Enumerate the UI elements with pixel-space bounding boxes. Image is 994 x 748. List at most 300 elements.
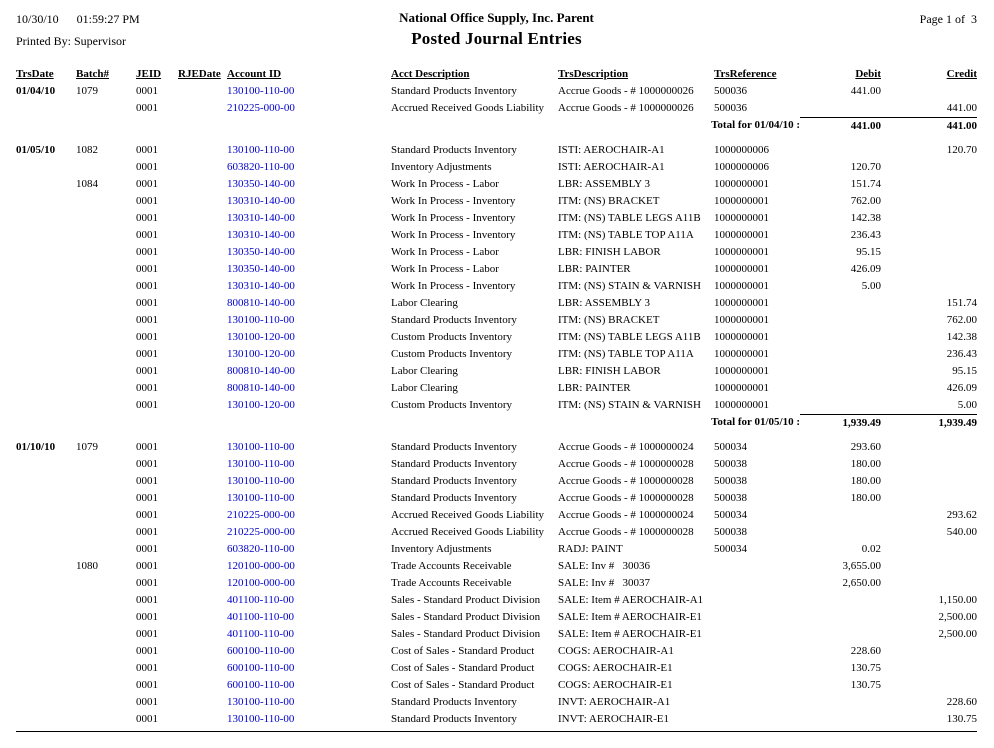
rjedate-cell [178, 541, 227, 558]
trsdate-cell [16, 575, 76, 592]
rjedate-cell [178, 558, 227, 575]
credit-cell: 2,500.00 [938, 628, 977, 640]
jeid-cell: 0001 [136, 365, 158, 377]
acct-description-cell: Standard Products Inventory [391, 713, 517, 725]
account-id-link[interactable]: 210225-000-00 [227, 509, 295, 521]
account-id-link[interactable]: 401100-110-00 [227, 628, 295, 640]
col-header-batch: Batch# [76, 68, 109, 80]
account-id-link[interactable]: 130100-120-00 [227, 331, 295, 343]
journal-row [16, 541, 977, 558]
credit-cell: 5.00 [957, 399, 977, 411]
credit-cell: 441.00 [946, 102, 977, 114]
account-id-link[interactable]: 600100-110-00 [227, 645, 295, 657]
trs-reference-cell: 1000000001 [714, 365, 769, 377]
journal-table-body [16, 83, 977, 728]
jeid-cell: 0001 [136, 314, 158, 326]
account-id-link[interactable]: 130310-140-00 [227, 212, 295, 224]
trs-reference-cell [714, 660, 800, 677]
trs-description-cell: Accrue Goods - # 1000000024 [558, 509, 694, 521]
trs-reference-cell [714, 694, 800, 711]
credit-cell [881, 83, 977, 100]
jeid-cell: 0001 [136, 594, 158, 606]
journal-row [16, 210, 977, 227]
trs-reference-cell: 1000000001 [714, 348, 769, 360]
batch-cell [76, 626, 136, 643]
jeid-cell: 0001 [136, 280, 158, 292]
trs-reference-cell: 500038 [714, 492, 747, 504]
trs-description-cell: SALE: Inv # 30036 [558, 560, 650, 572]
jeid-cell: 0001 [136, 195, 158, 207]
debit-cell [800, 295, 881, 312]
batch-cell [76, 244, 136, 261]
account-id-link[interactable]: 210225-000-00 [227, 526, 295, 538]
col-header-rjedate: RJEDate [178, 68, 221, 80]
credit-cell: 540.00 [946, 526, 977, 538]
credit-cell [881, 210, 977, 227]
journal-group [16, 439, 977, 728]
account-id-link[interactable]: 120100-000-00 [227, 577, 295, 589]
debit-cell [800, 609, 881, 626]
jeid-cell: 0001 [136, 399, 158, 411]
trsdate-cell [16, 507, 76, 524]
journal-group [16, 142, 977, 431]
trsdate-cell [16, 100, 76, 117]
jeid-cell: 0001 [136, 229, 158, 241]
debit-cell: 5.00 [861, 280, 881, 292]
jeid-cell: 0001 [136, 526, 158, 538]
account-id-link[interactable]: 130100-110-00 [227, 458, 295, 470]
col-header-account-id: Account ID [227, 68, 282, 80]
debit-cell [800, 100, 881, 117]
credit-cell [881, 227, 977, 244]
journal-row [16, 397, 977, 414]
group-total-debit: 1,939.49 [800, 414, 881, 431]
trsdate-cell [16, 346, 76, 363]
credit-cell: 95.15 [952, 365, 977, 377]
rjedate-cell [178, 142, 227, 159]
debit-cell: 151.74 [850, 178, 881, 190]
debit-cell [800, 329, 881, 346]
account-id-link[interactable]: 130100-110-00 [227, 713, 295, 725]
journal-row [16, 439, 977, 456]
jeid-cell: 0001 [136, 144, 158, 156]
account-id-link[interactable]: 130100-120-00 [227, 399, 295, 411]
debit-cell: 0.02 [861, 543, 881, 555]
account-id-link[interactable]: 603820-110-00 [227, 543, 295, 555]
acct-description-cell: Standard Products Inventory [391, 85, 517, 97]
trs-description-cell: ITM: (NS) TABLE LEGS A11B [558, 331, 701, 343]
trs-description-cell: COGS: AEROCHAIR-A1 [558, 645, 674, 657]
debit-cell [800, 346, 881, 363]
jeid-cell: 0001 [136, 212, 158, 224]
journal-row [16, 524, 977, 541]
jeid-cell: 0001 [136, 331, 158, 343]
debit-cell: 228.60 [850, 645, 881, 657]
group-total-row [16, 117, 977, 134]
trs-reference-cell: 500034 [714, 509, 747, 521]
rjedate-cell [178, 677, 227, 694]
trs-reference-cell: 500036 [714, 102, 747, 114]
trs-description-cell: ITM: (NS) STAIN & VARNISH [558, 399, 701, 411]
credit-cell: 2,500.00 [938, 611, 977, 623]
account-id-link[interactable]: 130100-110-00 [227, 144, 295, 156]
trsdate-cell [16, 456, 76, 473]
jeid-cell: 0001 [136, 382, 158, 394]
trs-reference-cell [714, 711, 800, 728]
credit-cell: 151.74 [946, 297, 977, 309]
trs-reference-cell: 500036 [714, 85, 747, 97]
debit-cell [800, 694, 881, 711]
batch-cell [76, 541, 136, 558]
account-id-link[interactable]: 120100-000-00 [227, 560, 295, 572]
batch-cell: 1084 [76, 178, 98, 190]
rjedate-cell [178, 626, 227, 643]
batch-cell [76, 159, 136, 176]
debit-cell [800, 711, 881, 728]
debit-cell [800, 626, 881, 643]
trsdate-cell [16, 541, 76, 558]
acct-description-cell: Inventory Adjustments [391, 543, 492, 555]
jeid-cell: 0001 [136, 509, 158, 521]
trs-description-cell: LBR: ASSEMBLY 3 [558, 178, 651, 190]
report-titles [16, 10, 977, 49]
journal-row [16, 329, 977, 346]
journal-row [16, 609, 977, 626]
jeid-cell: 0001 [136, 263, 158, 275]
rjedate-cell [178, 507, 227, 524]
acct-description-cell: Labor Clearing [391, 382, 458, 394]
acct-description-cell: Standard Products Inventory [391, 441, 517, 453]
rjedate-cell [178, 261, 227, 278]
batch-cell: 1082 [76, 144, 98, 156]
trs-description-cell: SALE: Item # AEROCHAIR-E1 [558, 611, 702, 623]
account-id-link[interactable]: 130310-140-00 [227, 280, 295, 292]
trs-description-cell: ITM: (NS) TABLE TOP A11A [558, 348, 694, 360]
batch-cell [76, 380, 136, 397]
account-id-link[interactable]: 130310-140-00 [227, 229, 295, 241]
journal-row [16, 677, 977, 694]
debit-cell: 120.70 [850, 161, 881, 173]
credit-cell: 142.38 [946, 331, 977, 343]
acct-description-cell: Work In Process - Inventory [391, 212, 516, 224]
trsdate-cell [16, 473, 76, 490]
group-total-credit: 1,939.49 [881, 414, 977, 431]
journal-row [16, 456, 977, 473]
trs-description-cell: ITM: (NS) TABLE LEGS A11B [558, 212, 701, 224]
trs-reference-cell: 1000000001 [714, 314, 769, 326]
credit-cell [881, 660, 977, 677]
acct-description-cell: Work In Process - Labor [391, 263, 499, 275]
trsdate-cell [16, 490, 76, 507]
debit-cell: 762.00 [850, 195, 881, 207]
acct-description-cell: Labor Clearing [391, 365, 458, 377]
debit-cell: 180.00 [850, 492, 881, 504]
rjedate-cell [178, 227, 227, 244]
column-header-row [16, 66, 977, 83]
trsdate-cell [16, 278, 76, 295]
batch-cell [76, 592, 136, 609]
account-id-link[interactable]: 600100-110-00 [227, 679, 295, 691]
debit-cell [800, 507, 881, 524]
acct-description-cell: Trade Accounts Receivable [391, 577, 512, 589]
trs-reference-cell: 1000000001 [714, 297, 769, 309]
rjedate-cell [178, 660, 227, 677]
account-id-link[interactable]: 130350-140-00 [227, 246, 295, 258]
trs-reference-cell: 500034 [714, 441, 747, 453]
acct-description-cell: Standard Products Inventory [391, 458, 517, 470]
trsdate-cell [16, 626, 76, 643]
account-id-link[interactable]: 130310-140-00 [227, 195, 295, 207]
rjedate-cell [178, 609, 227, 626]
trsdate-cell [16, 244, 76, 261]
account-id-link[interactable]: 800810-140-00 [227, 297, 295, 309]
trs-reference-cell: 1000000006 [714, 144, 769, 156]
journal-row [16, 159, 977, 176]
trs-reference-cell: 1000000001 [714, 263, 769, 275]
trs-description-cell: LBR: PAINTER [558, 382, 631, 394]
jeid-cell: 0001 [136, 348, 158, 360]
credit-cell: 236.43 [946, 348, 977, 360]
trs-description-cell: ISTI: AEROCHAIR-A1 [558, 161, 665, 173]
journal-group [16, 83, 977, 134]
credit-cell [881, 643, 977, 660]
acct-description-cell: Standard Products Inventory [391, 314, 517, 326]
account-id-link[interactable]: 800810-140-00 [227, 365, 295, 377]
trsdate-cell: 01/05/10 [16, 144, 56, 156]
jeid-cell: 0001 [136, 662, 158, 674]
account-id-link[interactable]: 130350-140-00 [227, 178, 295, 190]
trsdate-cell [16, 609, 76, 626]
trs-description-cell: Accrue Goods - # 1000000028 [558, 492, 694, 504]
acct-description-cell: Standard Products Inventory [391, 492, 517, 504]
jeid-cell: 0001 [136, 458, 158, 470]
acct-description-cell: Accrued Received Goods Liability [391, 526, 545, 538]
col-header-trs-description: TrsDescription [558, 68, 629, 80]
account-id-link[interactable]: 401100-110-00 [227, 594, 295, 606]
debit-cell [800, 312, 881, 329]
journal-row [16, 346, 977, 363]
journal-row [16, 261, 977, 278]
acct-description-cell: Work In Process - Inventory [391, 229, 516, 241]
account-id-link[interactable]: 130350-140-00 [227, 263, 295, 275]
debit-cell [800, 524, 881, 541]
credit-cell [881, 244, 977, 261]
trs-description-cell: RADJ: PAINT [558, 543, 623, 555]
account-id-link[interactable]: 130100-110-00 [227, 475, 295, 487]
group-total-label: Total for 01/04/10 : [711, 119, 800, 131]
debit-cell [800, 592, 881, 609]
batch-cell [76, 312, 136, 329]
trsdate-cell [16, 397, 76, 414]
batch-cell [76, 575, 136, 592]
account-id-link[interactable]: 130100-110-00 [227, 441, 295, 453]
trsdate-cell [16, 295, 76, 312]
batch-cell [76, 660, 136, 677]
jeid-cell: 0001 [136, 696, 158, 708]
rjedate-cell [178, 711, 227, 728]
footer-rule [16, 731, 977, 732]
rjedate-cell [178, 694, 227, 711]
trsdate-cell [16, 159, 76, 176]
account-id-link[interactable]: 130100-120-00 [227, 348, 295, 360]
credit-cell: 228.60 [946, 696, 977, 708]
report-header [16, 8, 977, 66]
credit-cell [881, 490, 977, 507]
jeid-cell: 0001 [136, 577, 158, 589]
account-id-link[interactable]: 130100-110-00 [227, 314, 295, 326]
jeid-cell: 0001 [136, 560, 158, 572]
journal-row [16, 592, 977, 609]
acct-description-cell: Inventory Adjustments [391, 161, 492, 173]
jeid-cell: 0001 [136, 543, 158, 555]
debit-cell: 3,655.00 [842, 560, 881, 572]
jeid-cell: 0001 [136, 102, 158, 114]
debit-cell: 130.75 [850, 679, 881, 691]
credit-cell: 293.62 [946, 509, 977, 521]
trsdate-cell [16, 558, 76, 575]
credit-cell [881, 159, 977, 176]
trs-description-cell: ISTI: AEROCHAIR-A1 [558, 144, 665, 156]
credit-cell [881, 439, 977, 456]
account-id-link[interactable]: 210225-000-00 [227, 102, 295, 114]
journal-row [16, 100, 977, 117]
trs-reference-cell [714, 592, 800, 609]
batch-cell [76, 100, 136, 117]
journal-row [16, 227, 977, 244]
trsdate-cell [16, 193, 76, 210]
credit-cell [881, 677, 977, 694]
jeid-cell: 0001 [136, 178, 158, 190]
jeid-cell: 0001 [136, 713, 158, 725]
debit-cell: 426.09 [850, 263, 881, 275]
acct-description-cell: Custom Products Inventory [391, 399, 512, 411]
trs-reference-cell: 1000000001 [714, 178, 769, 190]
jeid-cell: 0001 [136, 246, 158, 258]
account-id-link[interactable]: 130100-110-00 [227, 85, 295, 97]
acct-description-cell: Accrued Received Goods Liability [391, 509, 545, 521]
debit-cell: 95.15 [856, 246, 881, 258]
batch-cell [76, 227, 136, 244]
trs-reference-cell: 500038 [714, 458, 747, 470]
col-header-debit: Debit [855, 68, 881, 80]
debit-cell: 180.00 [850, 475, 881, 487]
trs-reference-cell: 500034 [714, 543, 747, 555]
trsdate-cell: 01/10/10 [16, 441, 56, 453]
rjedate-cell [178, 278, 227, 295]
credit-cell: 762.00 [946, 314, 977, 326]
acct-description-cell: Custom Products Inventory [391, 348, 512, 360]
account-id-link[interactable]: 600100-110-00 [227, 662, 295, 674]
account-id-link[interactable]: 130100-110-00 [227, 492, 295, 504]
rjedate-cell [178, 456, 227, 473]
batch-cell [76, 210, 136, 227]
acct-description-cell: Sales - Standard Product Division [391, 594, 541, 606]
batch-cell [76, 363, 136, 380]
batch-cell [76, 473, 136, 490]
trs-description-cell: INVT: AEROCHAIR-E1 [558, 713, 669, 725]
rjedate-cell [178, 244, 227, 261]
acct-description-cell: Standard Products Inventory [391, 144, 517, 156]
credit-cell [881, 558, 977, 575]
batch-cell [76, 456, 136, 473]
trsdate-cell [16, 210, 76, 227]
journal-row [16, 490, 977, 507]
rjedate-cell [178, 159, 227, 176]
trs-reference-cell: 1000000001 [714, 382, 769, 394]
trs-description-cell: SALE: Inv # 30037 [558, 577, 650, 589]
acct-description-cell: Labor Clearing [391, 297, 458, 309]
trs-reference-cell: 1000000001 [714, 229, 769, 241]
trs-reference-cell [714, 626, 800, 643]
trsdate-cell [16, 261, 76, 278]
debit-cell [800, 397, 881, 414]
trs-reference-cell [714, 558, 800, 575]
jeid-cell: 0001 [136, 492, 158, 504]
trs-description-cell: Accrue Goods - # 1000000024 [558, 441, 694, 453]
rjedate-cell [178, 363, 227, 380]
credit-cell: 426.09 [946, 382, 977, 394]
account-id-link[interactable]: 130100-110-00 [227, 696, 295, 708]
trsdate-cell [16, 329, 76, 346]
batch-cell [76, 643, 136, 660]
batch-cell [76, 677, 136, 694]
account-id-link[interactable]: 401100-110-00 [227, 611, 295, 623]
rjedate-cell [178, 295, 227, 312]
jeid-cell: 0001 [136, 297, 158, 309]
debit-cell: 293.60 [850, 441, 881, 453]
account-id-link[interactable]: 603820-110-00 [227, 161, 295, 173]
journal-row [16, 83, 977, 100]
rjedate-cell [178, 380, 227, 397]
credit-cell [881, 261, 977, 278]
trs-description-cell: ITM: (NS) BRACKET [558, 195, 660, 207]
trsdate-cell [16, 694, 76, 711]
journal-row [16, 295, 977, 312]
acct-description-cell: Standard Products Inventory [391, 475, 517, 487]
debit-cell [800, 142, 881, 159]
debit-cell: 130.75 [850, 662, 881, 674]
credit-cell: 1,150.00 [938, 594, 977, 606]
acct-description-cell: Work In Process - Labor [391, 246, 499, 258]
trs-description-cell: Accrue Goods - # 1000000028 [558, 475, 694, 487]
trs-description-cell: Accrue Goods - # 1000000026 [558, 102, 694, 114]
rjedate-cell [178, 346, 227, 363]
trsdate-cell [16, 592, 76, 609]
col-header-acct-description: Acct Description [391, 68, 470, 80]
rjedate-cell [178, 83, 227, 100]
acct-description-cell: Work In Process - Labor [391, 178, 499, 190]
rjedate-cell [178, 397, 227, 414]
trs-reference-cell: 1000000001 [714, 195, 769, 207]
account-id-link[interactable]: 800810-140-00 [227, 382, 295, 394]
rjedate-cell [178, 193, 227, 210]
trs-description-cell: INVT: AEROCHAIR-A1 [558, 696, 671, 708]
journal-row [16, 193, 977, 210]
col-header-trsdate: TrsDate [16, 68, 54, 80]
print-date: 10/30/10 [16, 12, 59, 26]
jeid-cell: 0001 [136, 161, 158, 173]
trs-description-cell: LBR: FINISH LABOR [558, 246, 661, 258]
batch-cell: 1079 [76, 85, 98, 97]
rjedate-cell [178, 592, 227, 609]
batch-cell [76, 278, 136, 295]
trs-reference-cell: 1000000001 [714, 399, 769, 411]
trsdate-cell: 01/04/10 [16, 85, 56, 97]
trs-description-cell: SALE: Item # AEROCHAIR-E1 [558, 628, 702, 640]
credit-cell [881, 176, 977, 193]
trs-description-cell: Accrue Goods - # 1000000026 [558, 85, 694, 97]
group-total-row [16, 414, 977, 431]
